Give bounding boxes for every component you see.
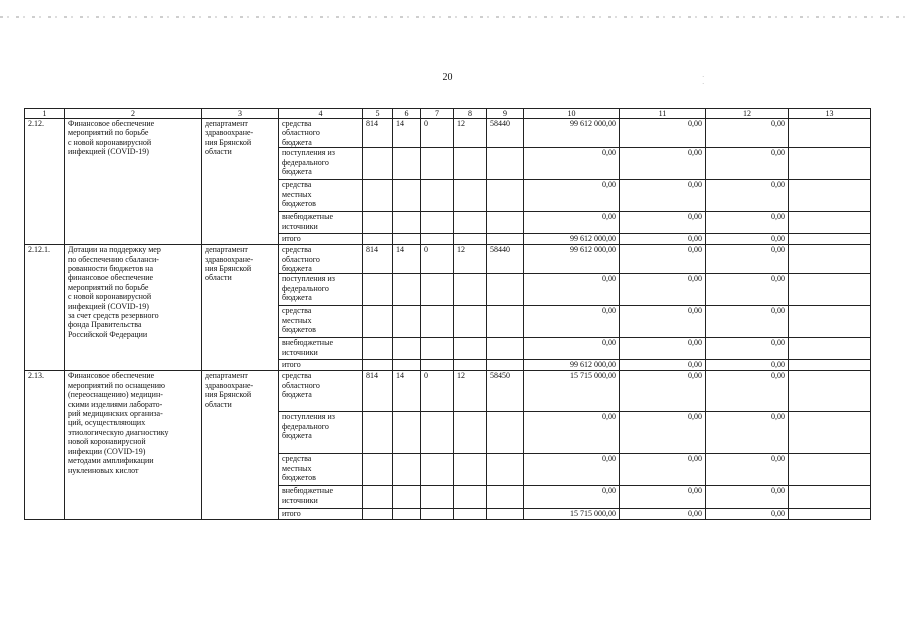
budget-code-cell xyxy=(454,454,487,486)
budget-code-cell xyxy=(393,412,421,454)
header-cell: 2 xyxy=(65,109,202,119)
budget-code-cell xyxy=(363,412,393,454)
budget-code-cell xyxy=(393,454,421,486)
budget-code-cell: 12 xyxy=(454,245,487,274)
col13-cell xyxy=(789,454,871,486)
budget-code-cell: 814 xyxy=(363,245,393,274)
header-cell: 12 xyxy=(706,109,789,119)
amount-col10: 0,00 xyxy=(524,180,620,212)
header-cell: 5 xyxy=(363,109,393,119)
budget-code-cell xyxy=(363,212,393,234)
header-cell: 10 xyxy=(524,109,620,119)
amount-col12: 0,00 xyxy=(706,338,789,360)
table-row xyxy=(25,119,871,148)
budget-code-cell xyxy=(421,454,454,486)
budget-code-cell xyxy=(421,212,454,234)
budget-code-cell xyxy=(363,180,393,212)
source-label: поступления из федерального бюджета xyxy=(279,274,363,306)
budget-code-cell xyxy=(487,148,524,180)
budget-code-cell xyxy=(454,509,487,520)
scan-noise-strip xyxy=(0,14,905,20)
amount-col12: 0,00 xyxy=(706,148,789,180)
budget-code-cell xyxy=(487,360,524,371)
source-label: средства областного бюджета xyxy=(279,371,363,412)
amount-col12: 0,00 xyxy=(706,274,789,306)
amount-col10: 0,00 xyxy=(524,338,620,360)
budget-code-cell xyxy=(393,148,421,180)
source-label: средства областного бюджета xyxy=(279,245,363,274)
budget-code-cell xyxy=(421,180,454,212)
amount-col12: 0,00 xyxy=(706,371,789,412)
amount-col11: 0,00 xyxy=(620,148,706,180)
scan-edge-mark: · · xyxy=(702,73,705,88)
amount-col12: 0,00 xyxy=(706,180,789,212)
amount-col12: 0,00 xyxy=(706,245,789,274)
amount-col11: 0,00 xyxy=(620,486,706,509)
source-label: средства местных бюджетов xyxy=(279,454,363,486)
budget-code-cell xyxy=(363,454,393,486)
budget-code-cell: 58440 xyxy=(487,245,524,274)
budget-code-cell xyxy=(487,486,524,509)
budget-code-cell xyxy=(487,454,524,486)
table-row xyxy=(25,245,871,274)
amount-col11: 0,00 xyxy=(620,180,706,212)
budget-code-cell xyxy=(393,338,421,360)
budget-code-cell xyxy=(421,486,454,509)
measure-name: Дотации на поддержку мер по обеспечению сбаланси- рованности бюджетов на финансовое обеспечение мероприятий по борьбе с новой коронавирусной инфекцией (COVID-19) за счет средств резервного фонда Правительства Российской Федерации xyxy=(65,245,202,371)
amount-col11: 0,00 xyxy=(620,119,706,148)
header-cell: 3 xyxy=(202,109,279,119)
source-label: внебюджетные источники xyxy=(279,338,363,360)
header-cell: 13 xyxy=(789,109,871,119)
executor: департамент здравоохране- ния Брянской области xyxy=(202,119,279,245)
row-number: 2.12.1. xyxy=(25,245,65,371)
budget-code-cell: 12 xyxy=(454,371,487,412)
budget-code-cell: 14 xyxy=(393,119,421,148)
amount-col10: 0,00 xyxy=(524,274,620,306)
col13-cell xyxy=(789,306,871,338)
budget-code-cell xyxy=(363,509,393,520)
budget-code-cell xyxy=(454,234,487,245)
source-label: поступления из федерального бюджета xyxy=(279,148,363,180)
col13-cell xyxy=(789,274,871,306)
budget-code-cell xyxy=(487,234,524,245)
budget-code-cell xyxy=(393,180,421,212)
budget-code-cell xyxy=(454,148,487,180)
col13-cell xyxy=(789,509,871,520)
amount-col12: 0,00 xyxy=(706,119,789,148)
amount-col10: 15 715 000,00 xyxy=(524,371,620,412)
budget-code-cell xyxy=(487,212,524,234)
col13-cell xyxy=(789,486,871,509)
budget-code-cell xyxy=(454,338,487,360)
amount-col10: 0,00 xyxy=(524,486,620,509)
row-number: 2.13. xyxy=(25,371,65,520)
col13-cell xyxy=(789,412,871,454)
budget-code-cell xyxy=(454,212,487,234)
budget-code-cell xyxy=(363,306,393,338)
source-label: внебюджетные источники xyxy=(279,212,363,234)
amount-col10: 99 612 000,00 xyxy=(524,234,620,245)
header-cell: 1 xyxy=(25,109,65,119)
budget-code-cell xyxy=(363,338,393,360)
budget-table xyxy=(24,108,871,520)
budget-code-cell xyxy=(454,274,487,306)
header-cell: 4 xyxy=(279,109,363,119)
col13-cell xyxy=(789,360,871,371)
budget-code-cell xyxy=(454,360,487,371)
budget-code-cell xyxy=(421,338,454,360)
budget-code-cell xyxy=(487,306,524,338)
budget-code-cell xyxy=(487,180,524,212)
amount-col10: 99 612 000,00 xyxy=(524,360,620,371)
budget-code-cell xyxy=(487,412,524,454)
budget-code-cell xyxy=(454,486,487,509)
source-label: итого xyxy=(279,509,363,520)
source-label: средства областного бюджета xyxy=(279,119,363,148)
budget-code-cell xyxy=(393,360,421,371)
budget-code-cell: 58440 xyxy=(487,119,524,148)
col13-cell xyxy=(789,148,871,180)
header-cell: 11 xyxy=(620,109,706,119)
budget-code-cell: 14 xyxy=(393,245,421,274)
amount-col12: 0,00 xyxy=(706,360,789,371)
budget-code-cell xyxy=(363,486,393,509)
budget-code-cell: 814 xyxy=(363,371,393,412)
amount-col11: 0,00 xyxy=(620,412,706,454)
budget-code-cell xyxy=(363,360,393,371)
source-label: внебюджетные источники xyxy=(279,486,363,509)
amount-col12: 0,00 xyxy=(706,486,789,509)
header-cell: 7 xyxy=(421,109,454,119)
budget-code-cell xyxy=(393,306,421,338)
header-cell: 8 xyxy=(454,109,487,119)
amount-col11: 0,00 xyxy=(620,245,706,274)
amount-col12: 0,00 xyxy=(706,234,789,245)
amount-col10: 0,00 xyxy=(524,306,620,338)
amount-col11: 0,00 xyxy=(620,306,706,338)
source-label: поступления из федерального бюджета xyxy=(279,412,363,454)
budget-code-cell xyxy=(421,412,454,454)
budget-code-cell: 0 xyxy=(421,371,454,412)
budget-code-cell xyxy=(393,212,421,234)
source-label: итого xyxy=(279,360,363,371)
budget-code-cell xyxy=(487,509,524,520)
amount-col12: 0,00 xyxy=(706,412,789,454)
budget-code-cell xyxy=(421,360,454,371)
amount-col10: 99 612 000,00 xyxy=(524,245,620,274)
amount-col11: 0,00 xyxy=(620,360,706,371)
amount-col11: 0,00 xyxy=(620,371,706,412)
col13-cell xyxy=(789,234,871,245)
measure-name: Финансовое обеспечение мероприятий по борьбе с новой коронавирусной инфекцией (COVID-19) xyxy=(65,119,202,245)
source-label: средства местных бюджетов xyxy=(279,306,363,338)
budget-code-cell xyxy=(454,306,487,338)
executor: департамент здравоохране- ния Брянской области xyxy=(202,371,279,520)
col13-cell xyxy=(789,371,871,412)
amount-col11: 0,00 xyxy=(620,212,706,234)
page-number: 20 xyxy=(442,72,453,83)
budget-code-cell: 14 xyxy=(393,371,421,412)
row-number: 2.12. xyxy=(25,119,65,245)
budget-code-cell: 0 xyxy=(421,119,454,148)
source-label: средства местных бюджетов xyxy=(279,180,363,212)
amount-col10: 99 612 000,00 xyxy=(524,119,620,148)
budget-code-cell xyxy=(421,509,454,520)
budget-code-cell: 0 xyxy=(421,245,454,274)
budget-code-cell: 814 xyxy=(363,119,393,148)
budget-code-cell xyxy=(454,412,487,454)
amount-col10: 15 715 000,00 xyxy=(524,509,620,520)
budget-code-cell xyxy=(454,180,487,212)
measure-name: Финансовое обеспечение мероприятий по оснащению (переоснащению) медицин- скими изделиями лаборато- рий медицинских организа- ций, осуществляющих этиологическую диагностику новой коронавирусной инфекции (COVID-19) методами амплификации нуклеиновых кислот xyxy=(65,371,202,520)
col13-cell xyxy=(789,119,871,148)
header-cell: 6 xyxy=(393,109,421,119)
budget-code-cell xyxy=(421,306,454,338)
executor: департамент здравоохране- ния Брянской области xyxy=(202,245,279,371)
amount-col11: 0,00 xyxy=(620,509,706,520)
budget-code-cell xyxy=(487,274,524,306)
budget-code-cell xyxy=(421,148,454,180)
amount-col11: 0,00 xyxy=(620,234,706,245)
amount-col12: 0,00 xyxy=(706,306,789,338)
col13-cell xyxy=(789,245,871,274)
budget-code-cell xyxy=(421,234,454,245)
amount-col12: 0,00 xyxy=(706,509,789,520)
amount-col12: 0,00 xyxy=(706,212,789,234)
budget-code-cell xyxy=(363,148,393,180)
header-cell: 9 xyxy=(487,109,524,119)
amount-col12: 0,00 xyxy=(706,454,789,486)
amount-col10: 0,00 xyxy=(524,454,620,486)
budget-code-cell xyxy=(363,234,393,245)
budget-code-cell xyxy=(393,509,421,520)
amount-col10: 0,00 xyxy=(524,148,620,180)
col13-cell xyxy=(789,180,871,212)
budget-code-cell: 12 xyxy=(454,119,487,148)
col13-cell xyxy=(789,338,871,360)
amount-col11: 0,00 xyxy=(620,454,706,486)
col13-cell xyxy=(789,212,871,234)
table-row xyxy=(25,371,871,412)
budget-code-cell xyxy=(393,486,421,509)
budget-code-cell xyxy=(363,274,393,306)
budget-code-cell xyxy=(393,234,421,245)
amount-col11: 0,00 xyxy=(620,338,706,360)
budget-code-cell xyxy=(421,274,454,306)
budget-code-cell xyxy=(393,274,421,306)
budget-code-cell xyxy=(487,338,524,360)
amount-col11: 0,00 xyxy=(620,274,706,306)
amount-col10: 0,00 xyxy=(524,412,620,454)
budget-code-cell: 58450 xyxy=(487,371,524,412)
source-label: итого xyxy=(279,234,363,245)
table-header-row xyxy=(25,109,871,119)
amount-col10: 0,00 xyxy=(524,212,620,234)
